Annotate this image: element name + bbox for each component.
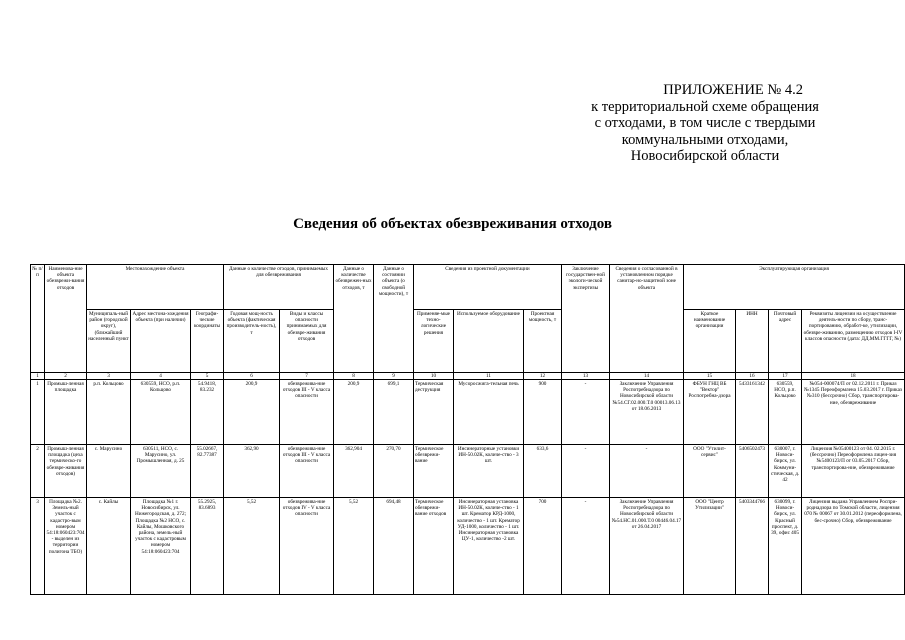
cell-equipment: Мусоросжига-тельная печь [454,380,524,445]
column-number: 12 [524,373,562,380]
header-address: Адрес местона-хождения объекта (при наличии) [131,310,191,373]
cell-sanitary: Заключение Управления Роспотребнадзора по Новосибирской области №54.СГ.02.000.Т.0 00013.06.13 от 18.06.2013 [610,380,684,445]
cell-free: 270,70 [374,445,414,498]
cell-sanitary: - [610,445,684,498]
header-municipality: Муниципаль-ный район (городской округ), (ближайший населенный пункт [87,310,131,373]
cell-coords: 55.2925, 83.6893 [191,498,224,595]
column-number: 11 [454,373,524,380]
cell-free: 699,1 [374,380,414,445]
table-row [31,445,905,498]
cell-municipality: р.п. Кольцово [87,380,131,445]
appendix-line: Новосибирской области [630,148,780,164]
header-org-name: Краткое наименование организации [684,310,736,373]
column-number: 5 [191,373,224,380]
cell-processed: 5,52 [334,498,374,595]
cell-inn: 5403344766 [736,498,769,595]
column-number: 18 [802,373,905,380]
cell-postal: 630007, г. Новоси-бирск, ул. Коммуни-стическая, д. 42 [769,445,802,498]
cell-types: обезврежива-ние отходов IV - V класса опасности [280,498,334,595]
cell-municipality: с. Кайлы [87,498,131,595]
cell-annual: 362,90 [224,445,280,498]
table-row [31,380,905,445]
header-design-capacity: Проектная мощность, т [524,310,562,373]
cell-no: 3 [31,498,45,595]
cell-no: 1 [31,380,45,445]
waste-facilities-table [30,264,905,595]
header-row [31,265,905,310]
column-number: 8 [334,373,374,380]
cell-no: 2 [31,445,45,498]
column-number: 17 [769,373,802,380]
cell-license: №054-000074/П от 02.12.2011 г. Приказ №1345 Переоформлена 15.03.2017 г. Приказ №310 (бессрочно) Сбор, транспортирова-ние, обезвреживание [802,380,905,445]
cell-postal: 630099, г. Новоси-бирск, ул. Красный проспект, д. 39, офис 405 [769,498,802,595]
header-processed: Данные о количестве обезврежен-ных отходов, т [334,265,374,373]
appendix-heading [555,82,855,165]
header-annual: Годовая мощ-ность объекта (фактическая производитель-ность), т [224,310,280,373]
header-types: Виды и классы опасности принимаемых для обезвре-живания отходов [280,310,334,373]
column-number: 16 [736,373,769,380]
header-state: Данные о состоянии объекта (о свободной мощности), т [374,265,414,373]
cell-equipment: Инсинераторная установка ИН-50.02К, количе-ство - 1 шт. Крематор КРД-1000, количество - 1 шт. Крематор УД-1000, количество - 1 шт. Инсинераторная установка ЦУ-1, количество -2 шт. [454,498,524,595]
column-number: 9 [374,373,414,380]
cell-technology: Термическая деструкция [414,380,454,445]
column-number: 10 [414,373,454,380]
cell-inn: 5433161342 [736,380,769,445]
cell-name: Площадка №2. Земель-ный участок с кадастро-вым номером 54:18:060423:704 - выделен из территории полигона ТБО) [45,498,87,595]
table-row [31,498,905,595]
appendix-line: к территориальной схеме обращения [591,98,819,115]
cell-address: 630511, НСО, с. Марусино, ул. Промышленная, д. 25 [131,445,191,498]
header-inn: ИНН [736,310,769,373]
header-name: Наименова-ние объекта обезврежи-вания отходов [45,265,87,373]
cell-processed: 362,904 [334,445,374,498]
header-coords: Географи-ческие координаты [191,310,224,373]
header-operator: Эксплуатирующая организация [684,265,905,310]
cell-name: Промыш-ленная площадка [45,380,87,445]
column-number: 7 [280,373,334,380]
document-title: Сведения об объектах обезвреживания отходов [293,216,612,232]
cell-municipality: с. Марусино [87,445,131,498]
cell-org-name: ФБУН ГНЦ ВБ "Вектор" Роспотребна-дзора [684,380,736,445]
header-equipment: Используемое оборудование [454,310,524,373]
cell-design-capacity: 633,6 [524,445,562,498]
column-number: 14 [610,373,684,380]
subheader-row [31,310,905,373]
cell-postal: 630559, НСО, р.п. Кольцово [769,380,802,445]
appendix-number: ПРИЛОЖЕНИЕ № 4.2 [663,82,803,98]
cell-equipment: Инсинераторные установки ИН-50.02К, количе-ство - 3 шт. [454,445,524,498]
column-number: 3 [87,373,131,380]
header-location: Местонахождение объекта [87,265,224,310]
header-expertise: Заключение государствен-ной экологи-ческой экспертизы [562,265,610,373]
header-no: № п/п [31,265,45,373]
column-number-row [31,373,905,380]
appendix-line: с отходами, в том числе с твердыми [594,115,816,131]
column-number: 15 [684,373,736,380]
column-number: 4 [131,373,191,380]
cell-coords: 54.9418, 83.232 [191,380,224,445]
header-license: Реквизиты лицензии на осуществление деятель-ности по сбору, транс-портированию, обработ-ке, утилизации, обезвре-живанию, размещению отходов I-IV классов опасности (дата: ДД.ММ.ГГГГ, №) [802,310,905,373]
column-number: 6 [224,373,280,380]
header-sanitary: Сведения о согласованной в установленном порядке санитар-но-защитной зоне объекта [610,265,684,373]
cell-license: Лицензия выдана Управлением Роспри-роднадзора по Томской области, лицензия 070 № 00067 от 30.01.2012 (переоформлена, бес-срочно) Сбор, обезвреживание [802,498,905,595]
cell-annual: 5,52 [224,498,280,595]
header-design: Сведения из проектной документации [414,265,562,310]
cell-annual: 200,9 [224,380,280,445]
cell-design-capacity: 700 [524,498,562,595]
cell-expertise: - [562,445,610,498]
cell-design-capacity: 900 [524,380,562,445]
cell-coords: 55.02667, 82.77387 [191,445,224,498]
column-number: 2 [45,373,87,380]
cell-expertise: - [562,498,610,595]
cell-types: обезврежива-ние отходов III - V класса опасности [280,380,334,445]
cell-org-name: ООО "Центр Утилизации" [684,498,736,595]
cell-license: Лицензия №05400123 от 04. 02.2015 г. (бессрочно) Переоформлена лицен-зия №5400123/П от 03.05.2017 Сбор, транспортирова-ние, обезвреживание [802,445,905,498]
appendix-line: коммунальными отходами, [621,131,789,148]
cell-address: Площадка №1 г. Новосибирск, ул. Нижегородская, д. 272; Площадка №2 НСО, с. Кайлы, Мошковского района, земель-ный участок с кадастровым номером 54:18:060423:704 [131,498,191,595]
cell-sanitary: Заключение Управления Роспотребнадзора по Новосибирской области №54.НС.01.000.Т.0 00446.04.17 от 26.04.2017 [610,498,684,595]
cell-technology: Термическое обезврежи-вание отходов [414,498,454,595]
cell-free: 694,48 [374,498,414,595]
cell-name: Промыш-ленная площадка (цеха термическо-го обезвре-живания отходов) [45,445,87,498]
header-postal: Почтовый адрес [769,310,802,373]
cell-types: обезврежива-ние отходов III - V класса опасности [280,445,334,498]
cell-processed: 200,9 [334,380,374,445]
column-number: 13 [562,373,610,380]
cell-expertise: - [562,380,610,445]
cell-inn: 5406502473 [736,445,769,498]
column-number: 1 [31,373,45,380]
cell-address: 630559, НСО, р.п. Кольцово [131,380,191,445]
header-technology: Применяе-мые техно-логические решения [414,310,454,373]
cell-org-name: ООО "Утилит-сервис" [684,445,736,498]
header-quantity: Данные о количестве отходов, принимаемых для обезвреживания [224,265,334,310]
cell-technology: Термическое обезврежи-вание [414,445,454,498]
